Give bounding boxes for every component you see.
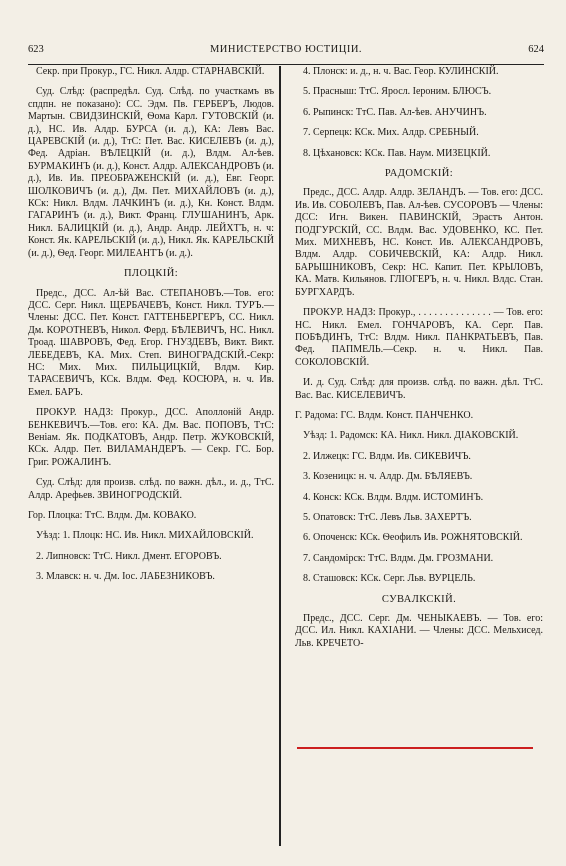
section-heading-radom: РАДОМСКІЙ: <box>384 168 454 180</box>
list-item-plotsk-3: 3. Млавск: н. ч. Дм. Іос. ЛАБЕЗНИКОВЪ. <box>36 571 215 583</box>
list-item-plotsk-4: 4. Плонск: и. д., н. ч. Вас. Геор. КУЛИНСКІЙ. <box>303 66 499 77</box>
left-column <box>28 66 274 592</box>
list-item-radom-3: 3. Козеницк: н. ч. Алдр. Дм. БѢЛЯЕВЪ. <box>303 471 473 483</box>
list-item-plotsk-5: 5. Прасныш: ТтС. Яросл. Іероним. БЛЮСЪ. <box>303 86 492 98</box>
list-item-radom-6: 6. Опоченск: КСк. Ѳеофилъ Ив. РОЖНЯТОВСКІЙ. <box>303 532 523 544</box>
paragraph-radom-investigator: И. д. Суд. Слѣд: для произв. слѣд. по важн. дѣл. ТтС. Вас. Вас. КИСЕЛЕВИЧЪ. <box>295 377 543 401</box>
list-item-radom-8: 8. Сташовск: КСк. Серг. Льв. ВУРЦЕЛЬ. <box>303 573 476 585</box>
header-rule <box>28 64 544 65</box>
column-divider <box>279 66 281 846</box>
section-heading-plotsk: ПЛОЦКІЙ: <box>123 268 179 280</box>
paragraph-secretary: Секр. при Прокур., ГС. Никл. Алдр. СТАРНАВСКІЙ. <box>36 66 265 77</box>
page-header <box>28 44 544 58</box>
paragraph-plotsk-investigator: Суд. Слѣд: для произв. слѣд. по важн. дѣл., и. д., ТтС. Алдр. Арефьев. ЗВИНОГРОДСКІЙ. <box>28 477 274 501</box>
paragraph-radom-city: Г. Радома: ГС. Влдм. Конст. ПАНЧЕНКО. <box>295 409 474 421</box>
right-page-number: 624 <box>528 44 544 55</box>
paragraph-plotsk-prosecutor: ПРОКУР. НАДЗ: Прокур., ДСС. Аполлоній Андр. БЕНКЕВИЧЪ.—Тов. его: КА. Дм. Вас. ПОПОВЪ, ТтС: Веніам. Як. ПОДКАТОВЪ, Андр. Петр. ЖУКОВСКІЙ, КСк. Алдр. Пет. ВИЛАМАНДЕРЪ. — Секр. ГС. Бор. Григ. РОЖАЛИНЪ. <box>28 407 274 468</box>
paragraph-radom-prosecutor: ПРОКУР. НАДЗ: Прокур., . . . . . . . . . . . . . . — Тов. его: НС. Никл. Емел. ГОНЧАРОВЪ, КА. Серг. Пав. ПОБѢДИНЪ, ТтС: Влдм. Никл. ПАНКРАТЬЕВЪ, Пав. Фед. ПАПМЕЛЬ.—Секр. н. ч. Никл. Пав. СОКОЛОВСКІЙ. <box>295 307 543 368</box>
list-item-plotsk-7: 7. Серпецк: КСк. Мих. Алдр. СРЕБНЫЙ. <box>303 127 479 139</box>
paragraph-suvalki-court: Предс., ДСС. Серг. Дм. ЧЕНЫКАЕВЪ. — Тов. его: ДСС. Ил. Никл. КАХІАНИ. — Члены: ДСС. Мельхисед. Льв. КРЕЧЕТО- <box>295 613 543 649</box>
list-item-radom-2: 2. Илжецк: ГС. Влдм. Ив. СИКЕВИЧЪ. <box>303 450 471 462</box>
list-item-plotsk-6: 6. Рыпинск: ТтС. Пав. Ал-ѣев. АНУЧИНЪ. <box>303 106 487 118</box>
paragraph-investigators: Суд. Слѣд: (распредѣл. Суд. Слѣд. по участкамъ въ спдпн. не показано): СС. Эдм. Пв. ГЕРБЕРЪ, Людов. Мартын. СВИДЗИНСКІЙ, Ѳома Карл. ГУТОВСКІЙ (и. д.), НС. Ив. Алдр. БУРСА (и. д.), КА: Левъ Вас. ЦАРЕВСКІЙ (и. д.), ТтС: Пет. Вас. КИСЕЛЕВЪ (и. д.), Фед. Адріан. ВѢЛЕЦКІЙ (и. д.), Влдм. Ал-ѣев. БУРМАКИНЪ (и. д.), Конст. Алдр. АЛЕКСАНДРОВЪ (и. д.), Ив. Ив. ПРЕОБРАЖЕНСКІЙ (и. д.), Евг. Георг. ШОЛКОВИЧЪ (и. д.), Дм. Пет. МИХАЙЛОВЪ (и. д.), КСк: Никл. Влдм. ЛАЧКИНЪ (и. д.), Кн. Конст. Влдм. ГАГАРИНЪ (и. д.), Викт. Франц. ГЛУШАНИНЪ, Арк. Никл. БАЛИЦКІЙ (и. д.), Андр. Андр. ЛЕЙХТЪ, н. ч: Конст. Як. КАРЕЛЬСКІЙ (и. д.), Никл. Як. КАРЕЛЬСКІЙ (и. д.), Ѳед. Георг. МИЛЕАНТЪ (и. д.). <box>28 86 274 259</box>
red-underline-highlight <box>297 747 533 749</box>
running-title: МИНИСТЕРСТВО ЮСТИЦІИ. <box>209 44 363 55</box>
list-item-plotsk-8: 8. Цѣхановск: КСк. Пав. Наум. МИЗЕЦКІЙ. <box>303 147 491 159</box>
paragraph-plotsk-city: Гор. Плоцка: ТтС. Влдм. Дм. КОВАКО. <box>28 510 197 521</box>
paragraph-radom-court: Предс., ДСС. Алдр. Алдр. ЗЕЛАНДЪ. — Тов. его: ДСС. Ив. Ив. СОБОЛЕВЪ, Пав. Ал-ѣев. СУСОРОВЪ — Члены: ДСС: Игн. Викен. ПАВИНСКІЙ, Эрастъ Антон. ПОДГУРСКІЙ, СС. Влдм. Вас. УДОВЕНКО, КС. Пет. Мих. МИХНЕВЪ, НС. Конст. Ив. АЛЕКСАНДРОВЪ, Влдм. Алдр. СОБИЧЕВСКІЙ, КА: Алдр. Никл. БАРЫШНИКОВЪ, Секр: НС. Капит. Пет. КРЫЛОВЪ, КА. Матв. Кильянов. ГЛІОГЕРЪ, н. ч. Никл. Влдс. Стан. БУРГХАРДЪ. <box>295 187 543 298</box>
list-item-radom-5: 5. Опатовск: ТтС. Левъ Льв. ЗАХЕРТЪ. <box>303 511 472 523</box>
list-item-plotsk-1: Уѣзд: 1. Плоцк: НС. Ив. Никл. МИХАЙЛОВСКІЙ. <box>36 530 254 542</box>
list-item-radom-1: Уѣзд: 1. Радомск: КА. Никл. Никл. ДІАКОВСКІЙ. <box>303 430 519 442</box>
right-column <box>295 66 543 658</box>
paragraph-plotsk-court: Предс., ДСС. Ал-ѣй Вас. СТЕПАНОВЪ.—Тов. его: ДСС. Серг. Никл. ЩЕРБАЧЕВЪ, Конст. Никл. ТУРЪ.—Члены: ДСС. Пет. Конст. ГАТТЕНБЕРГЕРЪ, СС. Никл. Дм. КОРОТНЕВЪ, Никол. Ферд. БѢЛЕВИЧЪ, НС. Никл. Троад. ШАВРОВЪ, Фед. Егор. ГНУЗДЕВЪ, Викт. Викт. ЛЕБЕДЕВЪ, КА. Мих. Степ. ВИНОГРАДСКІЙ.-Секр: НС: Мих. Мих. ПИЛЬЦИЦКІЙ, Влдм. Кир. ТАРАСЕВИЧЪ, КСк. Влдм. Фед. КОСЮРА, н. ч. Ив. Емел. БАРЪ. <box>28 287 274 398</box>
list-item-radom-7: 7. Сандомірск: ТтС. Влдм. Дм. ГРОЗМАНИ. <box>303 552 494 564</box>
list-item-radom-4: 4. Конск: КСк. Влдм. Влдм. ИСТОМИНЪ. <box>303 491 484 503</box>
section-heading-suvalki: СУВАЛКСКІЙ. <box>381 593 457 605</box>
left-page-number: 623 <box>28 44 44 55</box>
list-item-plotsk-2: 2. Липновск: ТтС. Никл. Дмент. ЕГОРОВЪ. <box>36 550 222 562</box>
